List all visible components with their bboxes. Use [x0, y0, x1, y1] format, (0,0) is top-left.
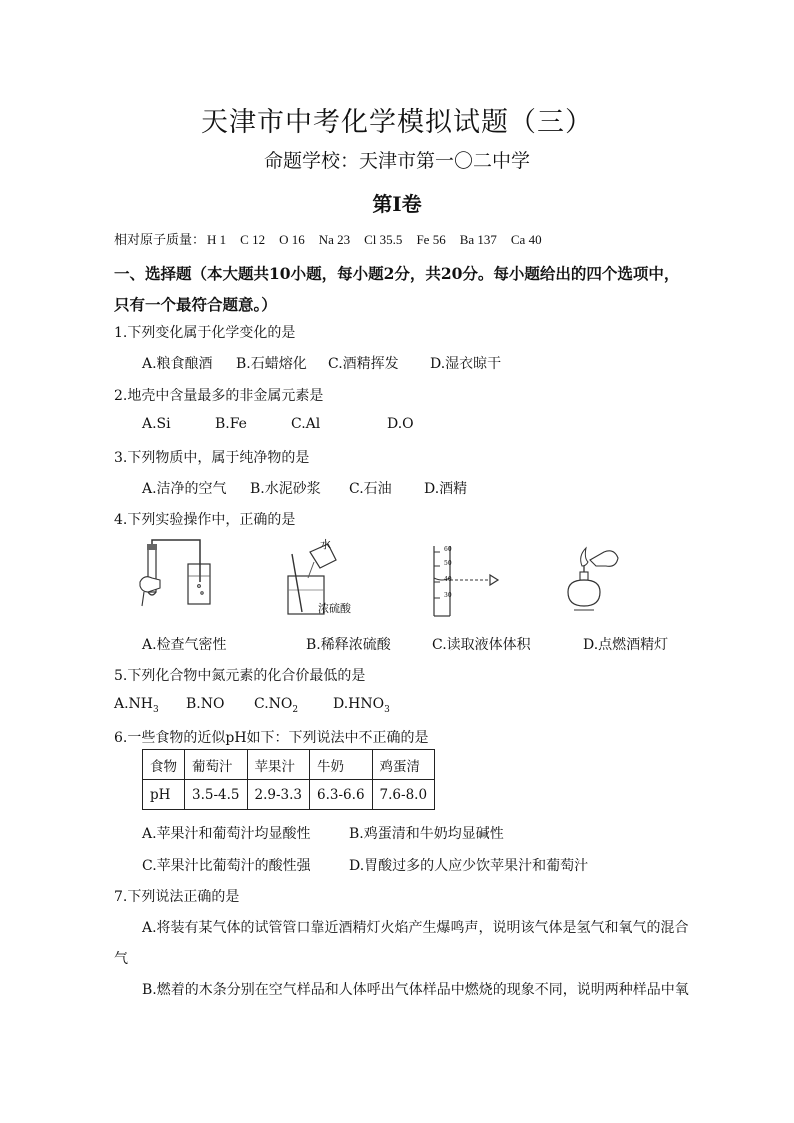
water-label: 水 — [320, 538, 331, 551]
read-volume-figure — [428, 540, 508, 620]
school-subtitle: 命题学校：天津市第一〇二中学 — [263, 150, 530, 172]
atomic-masses-label: 相对原子质量： — [114, 232, 206, 247]
q5-c-text: C.NO — [254, 696, 293, 712]
table-cell: 苹果汁 — [247, 750, 310, 780]
mass-cl: Cl 35.5 — [364, 232, 403, 247]
q2-option-c: C.Al — [291, 416, 321, 432]
mass-ba: Ba 137 — [459, 232, 497, 247]
question-4-stem: 4.下列实验操作中，正确的是 — [114, 512, 296, 528]
table-row — [143, 750, 435, 780]
q4-option-c: C.读取液体体积 — [432, 637, 531, 653]
mass-h: H 1 — [207, 232, 227, 247]
q5-a-text: A.NH — [114, 696, 154, 712]
q2-option-b: B.Fe — [215, 416, 247, 432]
q3-option-c: C.石油 — [349, 481, 392, 497]
mass-c: C 12 — [240, 232, 266, 247]
q4-option-b: B.稀释浓硫酸 — [306, 637, 391, 653]
tick-60: 60 — [444, 546, 452, 553]
mass-o: O 16 — [279, 232, 305, 247]
question-2-stem: 2.地壳中含量最多的非金属元素是 — [114, 388, 324, 404]
atomic-masses-line — [114, 229, 556, 248]
q7-option-b-line1: B.燃着的木条分别在空气样品和人体呼出气体样品中燃烧的现象不同，说明两种样品中氧 — [142, 982, 689, 998]
q6-option-d: D.胃酸过多的人应少饮苹果汁和葡萄汁 — [349, 858, 589, 874]
page-title: 天津市中考化学模拟试题（三） — [201, 107, 593, 138]
q5-option-d — [333, 696, 390, 715]
q1-option-d: D.湿衣晾干 — [430, 356, 502, 372]
table-cell: 葡萄汁 — [185, 750, 248, 780]
q5-option-c — [254, 696, 298, 715]
q6-option-a: A.苹果汁和葡萄汁均显酸性 — [142, 826, 311, 842]
q5-a-sub: 3 — [153, 704, 159, 715]
mass-na: Na 23 — [318, 232, 351, 247]
light-lamp-figure — [560, 540, 640, 616]
q5-option-a — [114, 696, 159, 715]
tick-40: 40 — [444, 576, 452, 583]
q5-option-b: B.NO — [186, 696, 225, 712]
q6-option-c: C.苹果汁比葡萄汁的酸性强 — [142, 858, 311, 874]
q6-option-b: B.鸡蛋清和牛奶均显碱性 — [349, 826, 504, 842]
mass-ca: Ca 40 — [510, 232, 542, 247]
q2-option-a: A.Si — [142, 416, 171, 432]
q3-option-d: D.酒精 — [424, 481, 468, 497]
mass-fe: Fe 56 — [416, 232, 446, 247]
q1-option-b: B.石蜡熔化 — [236, 356, 307, 372]
table-cell: 2.9-3.3 — [247, 780, 310, 810]
question-5-stem: 5.下列化合物中氮元素的化合价最低的是 — [114, 668, 366, 684]
q3-option-b: B.水泥砂浆 — [250, 481, 321, 497]
table-cell: 牛奶 — [310, 750, 373, 780]
q2-option-d: D.O — [387, 416, 414, 432]
question-7-stem: 7.下列说法正确的是 — [114, 889, 240, 905]
q1-option-a: A.粮食酿酒 — [142, 356, 213, 372]
airtightness-check-figure — [138, 538, 218, 618]
q5-d-text: D.HNO — [333, 696, 385, 712]
table-cell: 6.3-6.6 — [310, 780, 373, 810]
q7-option-a-line1: A.将装有某气体的试管管口靠近酒精灯火焰产生爆鸣声，说明该气体是氢气和氧气的混合 — [142, 920, 689, 936]
q5-d-sub: 3 — [384, 704, 390, 715]
question-3-stem: 3.下列物质中，属于纯净物的是 — [114, 450, 310, 466]
acid-label: 浓硫酸 — [318, 602, 351, 615]
tick-50: 50 — [444, 560, 452, 567]
q7-option-a-line2: 气 — [114, 951, 128, 967]
table-cell: 鸡蛋清 — [372, 750, 435, 780]
table-cell: 3.5-4.5 — [185, 780, 248, 810]
q3-option-a: A.洁净的空气 — [142, 481, 227, 497]
section-heading: 一、选择题（本大题共10小题，每小题2分，共20分。每小题给出的四个选项中，只有一个最符合题意。） — [114, 264, 680, 314]
question-6-stem: 6.一些食物的近似pH如下：下列说法中不正确的是 — [114, 730, 429, 746]
ph-table — [142, 749, 435, 810]
table-row — [143, 780, 435, 810]
table-cell: 7.6-8.0 — [372, 780, 435, 810]
q4-option-d: D.点燃酒精灯 — [583, 637, 669, 653]
question-1-stem: 1.下列变化属于化学变化的是 — [114, 325, 296, 341]
q5-c-sub: 2 — [292, 704, 299, 715]
table-cell: 食物 — [143, 750, 185, 780]
volume-heading: 第Ⅰ卷 — [372, 192, 422, 216]
table-cell: pH — [143, 780, 185, 810]
q4-option-a: A.检查气密性 — [142, 637, 227, 653]
tick-30: 30 — [444, 592, 452, 599]
q1-option-c: C.酒精挥发 — [328, 356, 399, 372]
